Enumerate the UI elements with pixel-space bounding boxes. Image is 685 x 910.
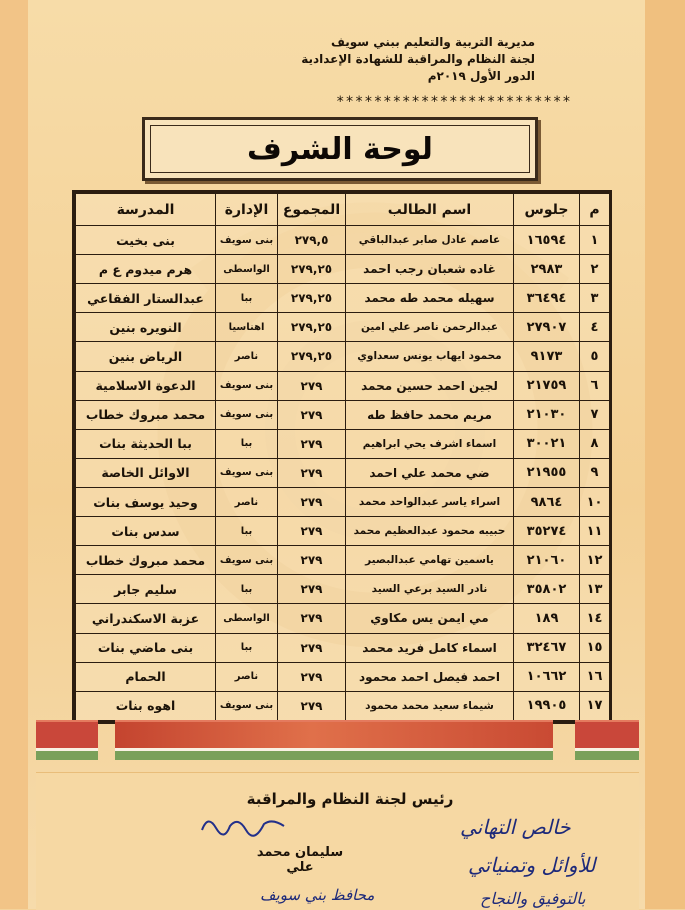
seat-number-cell: ٢١٠٦٠: [514, 546, 580, 575]
administration-cell: ناصر: [216, 342, 278, 371]
table-row: [76, 662, 610, 691]
row-number-cell: ٩: [580, 458, 610, 487]
student-name-cell: عبدالرحمن ناصر علي امين: [346, 313, 514, 342]
student-name-cell: اسماء اشرف يحي ابراهيم: [346, 429, 514, 458]
row-number-cell: ١٦: [580, 662, 610, 691]
student-name-cell: اسماء كامل فريد محمد: [346, 633, 514, 662]
student-name-cell: شيماء سعيد محمد محمود: [346, 691, 514, 720]
student-name-cell: ياسمين تهامي عبدالبصير: [346, 546, 514, 575]
administration-cell: اهناسيا: [216, 313, 278, 342]
committee-chair-title: رئيس لجنة النظام والمراقبة: [246, 790, 454, 808]
administration-cell: ببا: [216, 284, 278, 313]
session-line: الدور الأول ٢٠١٩م: [427, 69, 535, 83]
student-name-cell: احمد فيصل احمد محمود: [346, 662, 514, 691]
school-name-cell: هرم ميدوم ع م: [76, 255, 216, 284]
table-row: [76, 284, 610, 313]
seat-number-cell: ٢٩٨٣: [514, 255, 580, 284]
administration-cell: بنى سويف: [216, 226, 278, 255]
issuer-header: [275, 34, 535, 85]
student-name-cell: محمود ايهاب يونس سعداوي: [346, 342, 514, 371]
total-score-cell: ٢٧٩,٢٥: [278, 313, 346, 342]
table-row: [76, 371, 610, 400]
directorate-line: مديرية التربية والتعليم ببني سويف: [330, 35, 535, 49]
committee-line: لجنة النظام والمراقبة للشهادة الإعدادية: [301, 52, 535, 66]
total-score-cell: ٢٧٩: [278, 691, 346, 720]
table-header-row: [76, 194, 610, 226]
title-inner-frame: [150, 125, 530, 173]
total-score-cell: ٢٧٩: [278, 546, 346, 575]
administration-cell: بنى سويف: [216, 546, 278, 575]
row-number-cell: ٤: [580, 313, 610, 342]
total-score-cell: ٢٧٩: [278, 487, 346, 516]
seat-number-cell: ٢١٠٣٠: [514, 400, 580, 429]
decorative-bar-left: [36, 720, 98, 760]
school-name-cell: الرياض بنين: [76, 342, 216, 371]
seat-number-cell: ٣٢٤٦٧: [514, 633, 580, 662]
student-name-cell: اسراء ياسر عبدالواحد محمد: [346, 487, 514, 516]
table-row: [76, 517, 610, 546]
administration-cell: ببا: [216, 517, 278, 546]
row-number-cell: ١١: [580, 517, 610, 546]
total-score-cell: ٢٧٩: [278, 458, 346, 487]
page-margin-right: [645, 0, 685, 909]
student-name-cell: سهيله محمد طه محمد: [346, 284, 514, 313]
row-number-cell: ٢: [580, 255, 610, 284]
table-row: [76, 575, 610, 604]
row-number-cell: ٥: [580, 342, 610, 371]
seat-number-cell: ٣٥٨٠٢: [514, 575, 580, 604]
table-row: [76, 604, 610, 633]
seat-number-cell: ١٦٥٩٤: [514, 226, 580, 255]
total-score-cell: ٢٧٩: [278, 575, 346, 604]
school-name-cell: الاوائل الخاصة: [76, 458, 216, 487]
handwritten-congratulation-line-2: للأوائل وتمنياتي: [468, 853, 596, 877]
student-name-cell: مي ايمن يس مكاوي: [346, 604, 514, 633]
row-number-cell: ١٧: [580, 691, 610, 720]
school-name-cell: عزبة الاسكندراني: [76, 604, 216, 633]
column-header-total: المجموع: [278, 194, 346, 226]
table-row: [76, 400, 610, 429]
school-name-cell: الحمام: [76, 662, 216, 691]
decorative-bar-right: [575, 720, 639, 760]
table-row: [76, 429, 610, 458]
handwritten-congratulation-line-1: خالص التهاني: [460, 815, 571, 839]
student-name-cell: حبيبه محمود عبدالعظيم محمد: [346, 517, 514, 546]
row-number-cell: ٣: [580, 284, 610, 313]
honor-table: [72, 190, 612, 724]
column-header-school: المدرسة: [76, 194, 216, 226]
school-name-cell: محمد مبروك خطاب: [76, 546, 216, 575]
row-number-cell: ١٤: [580, 604, 610, 633]
seat-number-cell: ٢١٧٥٩: [514, 371, 580, 400]
student-name-cell: غاده شعبان رجب احمد: [346, 255, 514, 284]
administration-cell: الواسطى: [216, 604, 278, 633]
row-number-cell: ١٠: [580, 487, 610, 516]
administration-cell: ناصر: [216, 487, 278, 516]
honor-table-grid: [75, 193, 610, 721]
school-name-cell: اهوه بنات: [76, 691, 216, 720]
seat-number-cell: ٢١٩٥٥: [514, 458, 580, 487]
student-name-cell: عاصم عادل صابر عبدالباقي: [346, 226, 514, 255]
column-header-admin: الإدارة: [216, 194, 278, 226]
school-name-cell: بنى ماضي بنات: [76, 633, 216, 662]
column-header-student: اسم الطالب: [346, 194, 514, 226]
row-number-cell: ٦: [580, 371, 610, 400]
total-score-cell: ٢٧٩: [278, 371, 346, 400]
school-name-cell: سليم جابر: [76, 575, 216, 604]
total-score-cell: ٢٧٩: [278, 662, 346, 691]
table-row: [76, 487, 610, 516]
administration-cell: ناصر: [216, 662, 278, 691]
school-name-cell: النويره بنين: [76, 313, 216, 342]
total-score-cell: ٢٧٩,٢٥: [278, 284, 346, 313]
table-row: [76, 342, 610, 371]
title-frame: [142, 117, 538, 181]
seat-number-cell: ٩٨٦٤: [514, 487, 580, 516]
student-name-cell: ضي محمد علي احمد: [346, 458, 514, 487]
governor-signature: محافظ بني سويف: [260, 886, 375, 904]
school-name-cell: بنى بخيت: [76, 226, 216, 255]
table-row: [76, 458, 610, 487]
student-name-cell: مريم محمد حافظ طه: [346, 400, 514, 429]
school-name-cell: سدس بنات: [76, 517, 216, 546]
student-name-cell: نادر السيد برعي السيد: [346, 575, 514, 604]
seat-number-cell: ١٩٩٠٥: [514, 691, 580, 720]
administration-cell: بنى سويف: [216, 691, 278, 720]
total-score-cell: ٢٧٩: [278, 429, 346, 458]
row-number-cell: ٨: [580, 429, 610, 458]
seat-number-cell: ٣٠٠٢١: [514, 429, 580, 458]
administration-cell: بنى سويف: [216, 458, 278, 487]
seat-number-cell: ٣٦٤٩٤: [514, 284, 580, 313]
table-row: [76, 546, 610, 575]
administration-cell: ببا: [216, 429, 278, 458]
school-name-cell: محمد مبروك خطاب: [76, 400, 216, 429]
administration-cell: ببا: [216, 633, 278, 662]
seat-number-cell: ١٨٩: [514, 604, 580, 633]
total-score-cell: ٢٧٩: [278, 400, 346, 429]
student-name-cell: لجين احمد حسين محمد: [346, 371, 514, 400]
administration-cell: الواسطى: [216, 255, 278, 284]
school-name-cell: وحيد يوسف بنات: [76, 487, 216, 516]
star-divider: *************************: [336, 94, 572, 110]
page-title: لوحة الشرف: [247, 131, 433, 167]
total-score-cell: ٢٧٩,٥: [278, 226, 346, 255]
school-name-cell: الدعوة الاسلامية: [76, 371, 216, 400]
table-row: [76, 633, 610, 662]
administration-cell: ببا: [216, 575, 278, 604]
table-row: [76, 255, 610, 284]
row-number-cell: ١: [580, 226, 610, 255]
row-number-cell: ٧: [580, 400, 610, 429]
table-row: [76, 226, 610, 255]
total-score-cell: ٢٧٩: [278, 604, 346, 633]
total-score-cell: ٢٧٩,٢٥: [278, 342, 346, 371]
row-number-cell: ١٣: [580, 575, 610, 604]
decorative-bar-center: [115, 720, 553, 760]
seat-number-cell: ٩١٧٣: [514, 342, 580, 371]
total-score-cell: ٢٧٩: [278, 517, 346, 546]
total-score-cell: ٢٧٩,٢٥: [278, 255, 346, 284]
page-margin-left: [0, 0, 28, 909]
column-header-seat: جلوس: [514, 194, 580, 226]
school-name-cell: ببا الحديثة بنات: [76, 429, 216, 458]
seat-number-cell: ١٠٦٦٢: [514, 662, 580, 691]
table-row: [76, 691, 610, 720]
total-score-cell: ٢٧٩: [278, 633, 346, 662]
school-name-cell: عبدالستار الفقاعي: [76, 284, 216, 313]
table-row: [76, 313, 610, 342]
handwritten-congratulation-line-3: بالتوفيق والنجاح: [480, 889, 586, 908]
administration-cell: بنى سويف: [216, 371, 278, 400]
column-header-no: م: [580, 194, 610, 226]
table-body: [76, 226, 610, 721]
row-number-cell: ١٢: [580, 546, 610, 575]
seat-number-cell: ٢٧٩٠٧: [514, 313, 580, 342]
row-number-cell: ١٥: [580, 633, 610, 662]
administration-cell: بنى سويف: [216, 400, 278, 429]
seat-number-cell: ٣٥٢٧٤: [514, 517, 580, 546]
chairman-name: سليمان محمد علي: [256, 845, 344, 875]
